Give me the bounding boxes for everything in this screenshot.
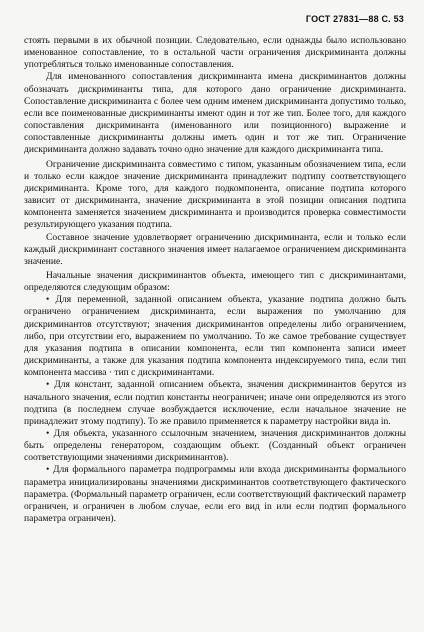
- paragraph: Начальные значения дискриминантов объекта, имеющего тип с дискриминантами, определяются следующим образом:: [24, 269, 406, 294]
- list-item: • Для констант, заданной описанием объекта, значения дискриминантов берутся из начального значения, если подтип константы неограничен; иначе они определяются из этого подтипа (в последнем случае возбуждается исключение, если начальное значение не принадлежит этому подтипу). То же правило применяется к параметру настройки вида in.: [24, 379, 406, 427]
- paragraph: стоять первыми в их обычной позиции. Следовательно, если однажды было использовано именованное сопоставление, то в остальной части ограничения дискриминанта должны употребляться только именованные сопоставления.: [24, 35, 406, 71]
- page-header: ГОСТ 27831—88 С. 53: [305, 14, 404, 24]
- paragraph: Ограничение дискриминанта совместимо с типом, указанным обозначением типа, если и только если каждое значение дискриминанта принадлежит подтипу соответствующего дискриминанта. Кроме того, для каждого подкомпонента, описание подтипа которого зависит от дискриминанта, значение дискриминанта в этой позиции описания подтипа компонента заменяется значением дискриминанта и производится проверка совместимости результирующего указания подтипа.: [24, 158, 406, 231]
- paragraph: Составное значение удовлетворяет ограничению дискриминанта, если и только если каждый дискриминант составного значения имеет налагаемое ограничением дискриминанта значение.: [24, 231, 406, 267]
- list-item: • Для переменной, заданной описанием объекта, указание подтипа должно быть ограничено ограничением дискриминанта, если выражения по умолчанию для дискриминантов отсутствуют; значения дискриминантов определены либо ограничением, либо, при отсутствии его, выражением по умолчанию. То же самое требование существует для указания подтипа в описании компонента, если тип компонента записи имеет дискриминанты, а также для указания подтипа компонента индексируемого типа, если тип компонента массива · тип с дискриминантами.: [24, 294, 406, 379]
- list-item: • Для формального параметра подпрограммы или входа дискриминанты формального параметра инициализированы значениями дискриминантов соответствующего фактического параметра. (Формальный параметр ограничен, если соответствующий фактический параметр ограничен, и ограничен в любом случае, если его вид in или если подтип формального параметра ограничен).: [24, 464, 406, 525]
- list-item: • Для объекта, указанного ссылочным значением, значения дискриминантов должны быть определены генератором, создающим объект. (Созданный объект ограничен соответствующими значениями дискриминантов).: [24, 428, 406, 464]
- paragraph: Для именованного сопоставления дискриминанта имена дискриминантов должны обозначать дискриминанты типа, для которого дано ограничение дискриминанта. Сопоставление дискриминанта с более чем одним именем дискриминанта допустимо только, если все поименованные дискриминанты имеют один и тот же тип. Более того, для каждого сопоставления дискриминанта (именованного или позиционного) выражение и сопоставленные дискриминанты должны иметь один и тот же тип. Ограничение дискриминанта должно задавать точно одно значение для каждого дискриминанта типа.: [24, 71, 406, 156]
- document-body: [24, 35, 406, 525]
